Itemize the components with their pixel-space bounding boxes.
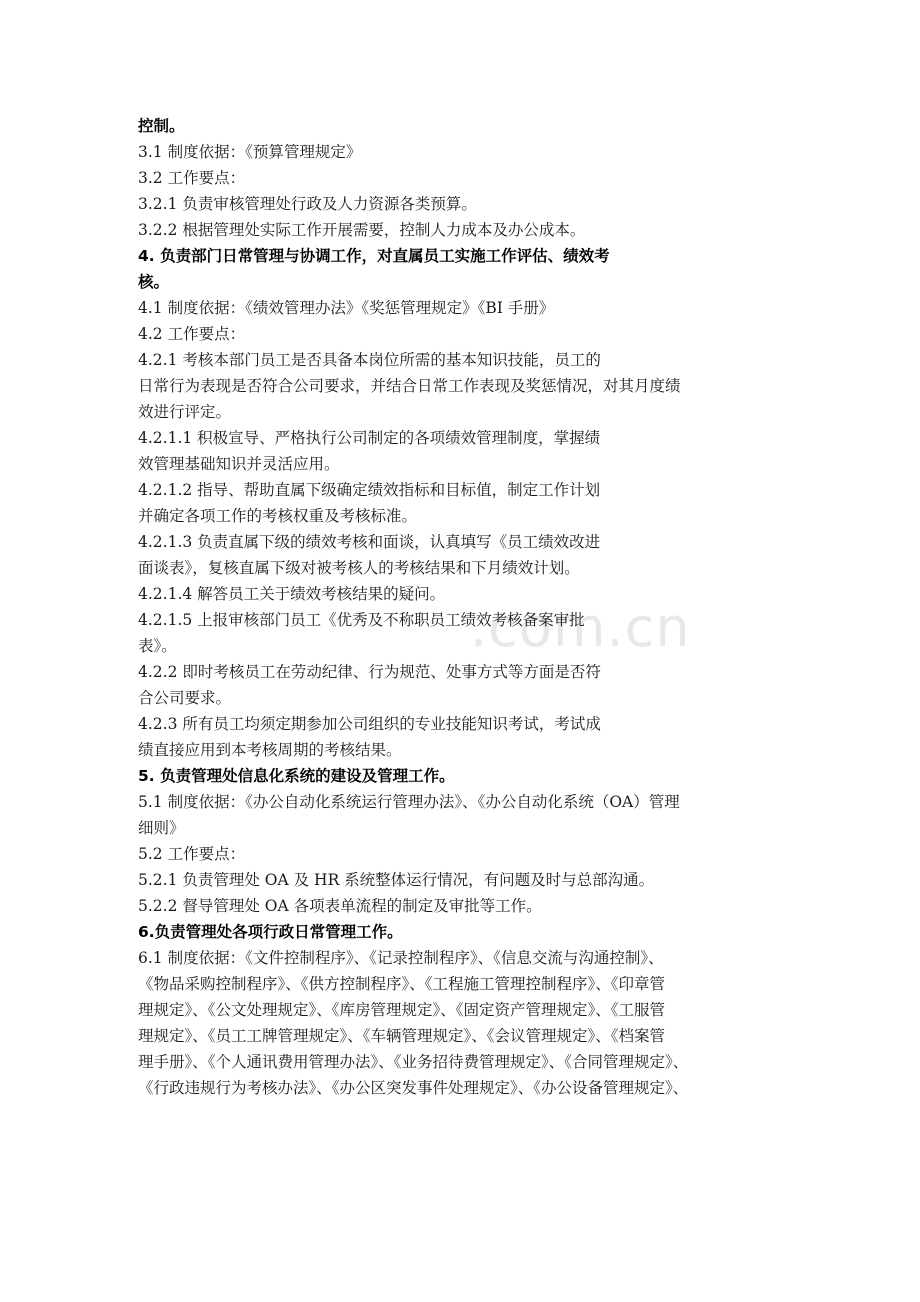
watermark: .com.cn: [470, 596, 691, 659]
text-line: 理手册》、《个人通讯费用管理办法》、《业务招待费管理规定》、《合同管理规定》、: [138, 1053, 689, 1071]
text-line: 4.2.1.4 解答员工关于绩效考核结果的疑问。: [138, 585, 446, 603]
text-line: 4.2.1.1 积极宣导、严格执行公司制定的各项绩效管理制度，掌握绩: [138, 429, 601, 447]
text-line: 6.1 制度依据：《文件控制程序》、《记录控制程序》、《信息交流与沟通控制》、: [138, 949, 664, 967]
text-line: 理规定》、《公文处理规定》、《库房管理规定》、《固定资产管理规定》、《工服管: [138, 1001, 666, 1019]
text-line: 5.2 工作要点：: [138, 845, 246, 863]
text-line: 3.2.1 负责审核管理处行政及人力资源各类预算。: [138, 195, 477, 213]
text-line: 3.2.2 根据管理处实际工作开展需要，控制人力成本及办公成本。: [138, 221, 586, 239]
text-line: 5.1 制度依据：《办公自动化系统运行管理办法》、《办公自动化系统（OA）管理: [138, 793, 680, 811]
text-line: 4.2.1.5 上报审核部门员工《优秀及不称职员工绩效考核备案审批: [138, 611, 585, 629]
text-line: 5.2.1 负责管理处 OA 及 HR 系统整体运行情况，有问题及时与总部沟通。: [138, 871, 655, 889]
text-line: 并确定各项工作的考核权重及考核标准。: [138, 507, 418, 525]
text-line: 4.2.1 考核本部门员工是否具备本岗位所需的基本知识技能，员工的: [138, 351, 601, 369]
text-line: 4.2.1.2 指导、帮助直属下级确定绩效指标和目标值，制定工作计划: [138, 481, 601, 499]
text-line: 日常行为表现是否符合公司要求，并结合日常工作表现及奖惩情况，对其月度绩: [138, 377, 681, 395]
text-line: 细则》: [138, 819, 185, 837]
text-line: 4.2.1.3 负责直属下级的绩效考核和面谈，认真填写《员工绩效改进: [138, 533, 601, 551]
section-heading: 控制。: [138, 117, 185, 135]
text-line: 4.2 工作要点：: [138, 325, 246, 343]
section-heading: 6.负责管理处各项行政日常管理工作。: [138, 923, 403, 941]
section-heading: 核。: [138, 273, 170, 291]
text-line: 《行政违规行为考核办法》、《办公区突发事件处理规定》、《办公设备管理规定》、: [138, 1079, 689, 1097]
text-line: 3.2 工作要点：: [138, 169, 246, 187]
text-line: 绩直接应用到本考核周期的考核结果。: [138, 741, 402, 759]
text-line: 3.1 制度依据：《预算管理规定》: [138, 143, 362, 161]
text-line: 合公司要求。: [138, 689, 232, 707]
text-line: 5.2.2 督导管理处 OA 各项表单流程的制定及审批等工作。: [138, 897, 542, 915]
text-line: 效管理基础知识并灵活应用。: [138, 455, 340, 473]
section-heading: 4. 负责部门日常管理与协调工作，对直属员工实施工作评估、绩效考: [138, 247, 610, 265]
text-line: 表》。: [138, 637, 177, 655]
text-line: 4.2.3 所有员工均须定期参加公司组织的专业技能知识考试，考试成: [138, 715, 601, 733]
text-line: 4.2.2 即时考核员工在劳动纪律、行为规范、处事方式等方面是否符: [138, 663, 601, 681]
text-line: 效进行评定。: [138, 403, 232, 421]
document-body: [138, 113, 798, 1101]
text-line: 4.1 制度依据：《绩效管理办法》《奖惩管理规定》《BI 手册》: [138, 299, 555, 317]
text-line: 面谈表》，复核直属下级对被考核人的考核结果和下月绩效计划。: [138, 559, 580, 577]
section-heading: 5. 负责管理处信息化系统的建设及管理工作。: [138, 767, 455, 785]
text-line: 《物品采购控制程序》、《供方控制程序》、《工程施工管理控制程序》、《印章管: [138, 975, 666, 993]
text-line: 理规定》、《员工工牌管理规定》、《车辆管理规定》、《会议管理规定》、《档案管: [138, 1027, 666, 1045]
